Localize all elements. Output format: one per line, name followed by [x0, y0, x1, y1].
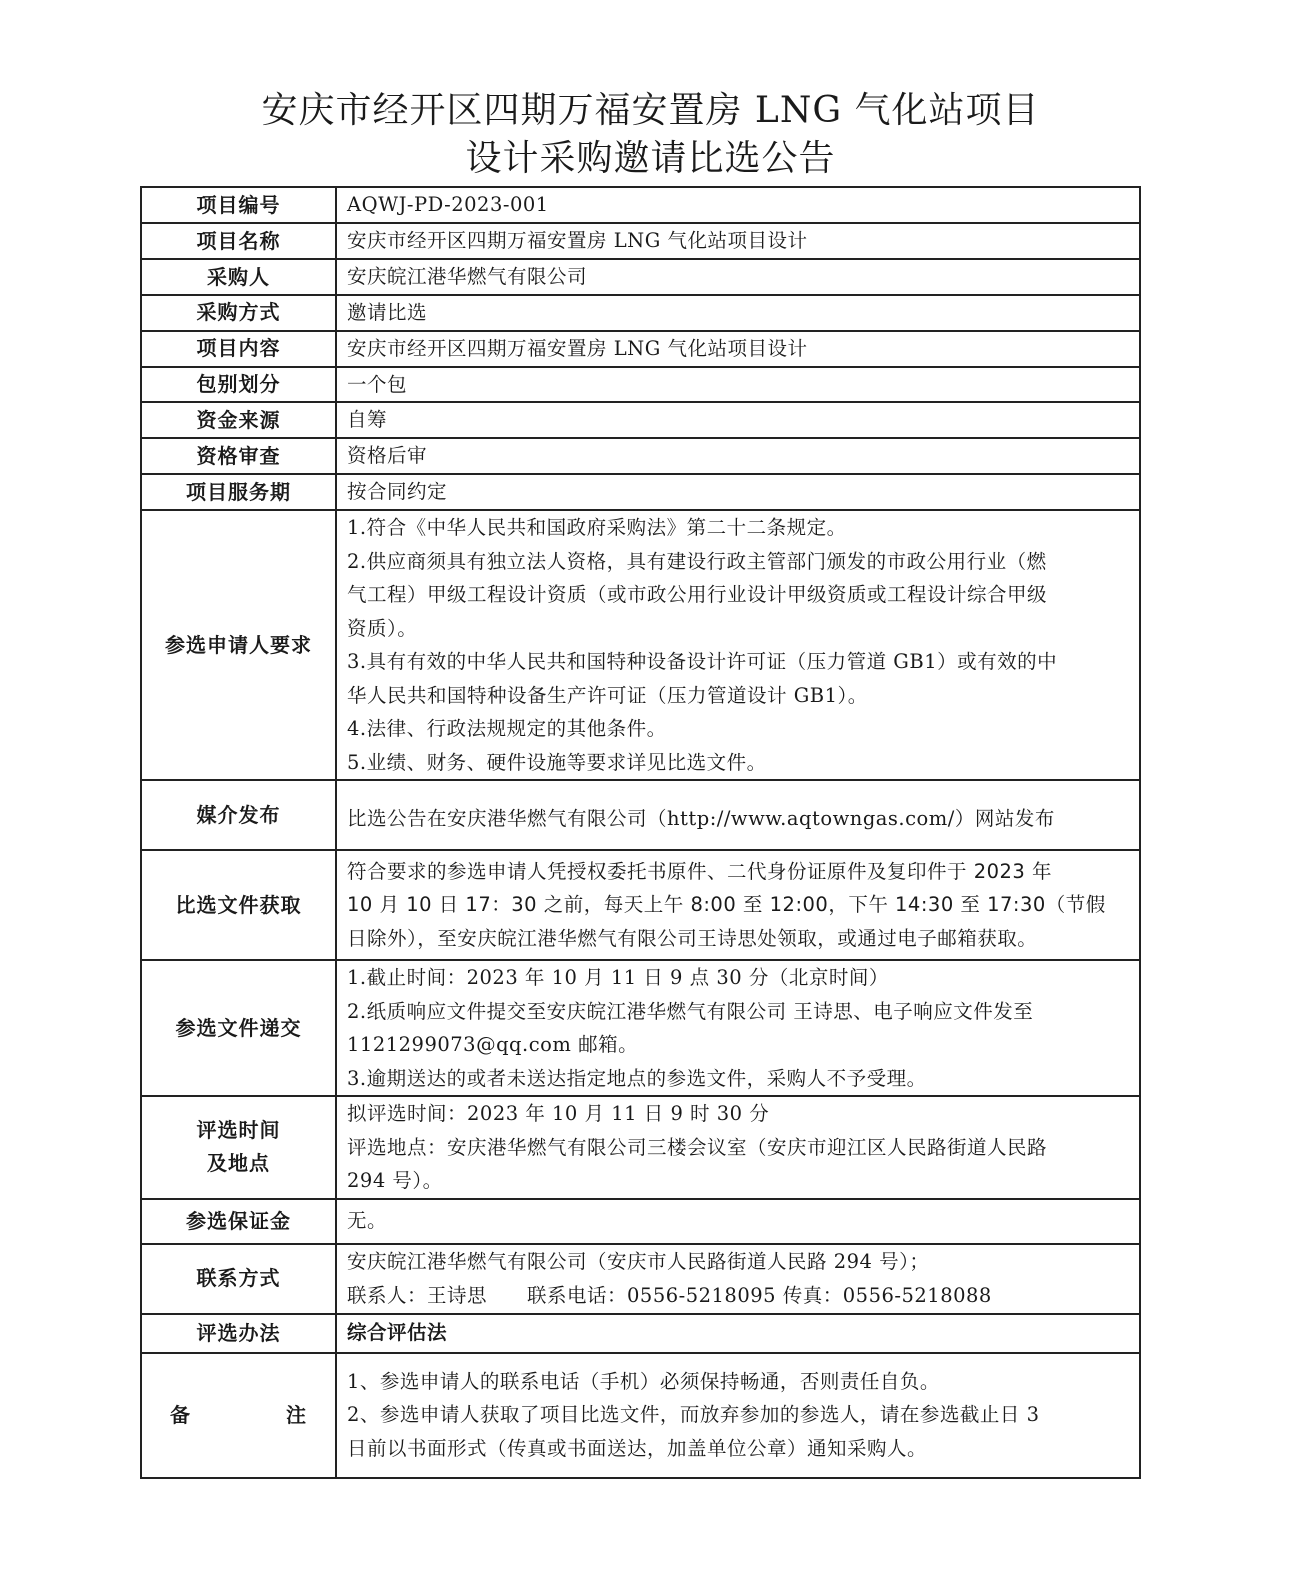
value-line: 资质）。	[347, 616, 418, 640]
row-label-line: 评选时间	[196, 1118, 281, 1143]
row-label-text: 参选申请人要求	[165, 632, 312, 657]
row-value	[336, 1353, 1140, 1478]
value-line: 3.具有有效的中华人民共和国特种设备设计许可证（压力管道 GB1）或有效的中	[347, 650, 1058, 673]
document-title-line-1: 安庆市经开区四期万福安置房 LNG 气化站项目	[261, 90, 1040, 131]
value-line: 2.供应商须具有独立法人资格，具有建设行政主管部门颁发的市政公用行业（燃	[347, 549, 1047, 573]
row-label	[141, 1199, 336, 1244]
value-line: 1121299073@qq.com 邮箱。	[347, 1033, 639, 1056]
table-row	[141, 1096, 1140, 1199]
row-label	[141, 510, 336, 780]
value-line: 1.符合《中华人民共和国政府采购法》第二十二条规定。	[347, 516, 847, 539]
value-line: 按合同约定	[347, 480, 448, 504]
row-value	[336, 331, 1140, 367]
value-line: 气工程）甲级工程设计资质（或市政公用行业设计甲级资质或工程设计综合甲级	[347, 583, 1048, 606]
table-row	[141, 331, 1140, 367]
value-line: 3.逾期送达的或者未送达指定地点的参选文件，采购人不予受理。	[347, 1066, 927, 1090]
table-row	[141, 438, 1140, 474]
row-label-text: 联系方式	[196, 1266, 281, 1290]
row-value	[336, 1244, 1140, 1314]
value-line: 安庆市经开区四期万福安置房 LNG 气化站项目设计	[347, 229, 808, 253]
row-value	[336, 259, 1140, 295]
table-row	[141, 259, 1140, 295]
table-row	[141, 850, 1140, 960]
value-line: 拟评选时间：2023 年 10 月 11 日 9 时 30 分	[347, 1102, 770, 1125]
row-label	[141, 367, 336, 403]
value-line: 安庆皖江港华燃气有限公司（安庆市人民路街道人民路 294 号）；	[347, 1250, 930, 1273]
row-label-text: 比选文件获取	[175, 892, 302, 917]
row-label	[141, 1096, 336, 1199]
row-label-text: 项目编号	[196, 192, 281, 217]
value-line: 比选公告在安庆港华燃气有限公司（http://www.aqtowngas.com/）网站发布	[347, 807, 1055, 831]
value-line: 一个包	[347, 372, 408, 396]
value-line: 华人民共和国特种设备生产许可证（压力管道设计 GB1）。	[347, 683, 868, 707]
table-row	[141, 223, 1140, 259]
table-row	[141, 295, 1140, 331]
value-line: 安庆市经开区四期万福安置房 LNG 气化站项目设计	[347, 336, 808, 360]
table-row	[141, 1199, 1140, 1244]
table-row	[141, 510, 1140, 780]
announcement-table	[140, 186, 1141, 1479]
value-line: 日除外），至安庆皖江港华燃气有限公司王诗思处领取，或通过电子邮箱获取。	[347, 926, 1038, 950]
row-value	[336, 402, 1140, 438]
value-line: 资格后审	[347, 444, 428, 468]
value-line: 1、参选申请人的联系电话（手机）必须保持畅通，否则责任自负。	[347, 1369, 940, 1393]
row-value	[336, 187, 1140, 223]
value-line: 评选地点：安庆港华燃气有限公司三楼会议室（安庆市迎江区人民路街道人民路	[347, 1135, 1048, 1159]
row-label	[141, 295, 336, 331]
table-row	[141, 187, 1140, 223]
row-label	[141, 1244, 336, 1314]
value-line: 4.法律、行政法规规定的其他条件。	[347, 717, 667, 740]
row-label	[141, 1314, 336, 1353]
row-label	[141, 960, 336, 1096]
row-label-text: 采购人	[207, 264, 270, 289]
row-value	[336, 780, 1140, 850]
row-label	[141, 438, 336, 474]
row-label	[141, 780, 336, 850]
value-line: 294 号）。	[347, 1169, 443, 1192]
row-label-text: 资格审查	[196, 443, 281, 468]
row-value	[336, 960, 1140, 1096]
table-row	[141, 1314, 1140, 1353]
value-line: 10 月 10 日 17：30 之前，每天上午 8:00 至 12:00，下午 14:30 至 17:30（节假	[347, 893, 1106, 917]
value-line: 5.业绩、财务、硬件设施等要求详见比选文件。	[347, 750, 767, 774]
value-line: 安庆皖江港华燃气有限公司	[347, 265, 588, 289]
row-label-text: 参选保证金	[186, 1208, 291, 1233]
row-value	[336, 1096, 1140, 1199]
row-value	[336, 367, 1140, 403]
row-label-text: 资金来源	[196, 407, 281, 432]
row-label	[141, 474, 336, 510]
row-value	[336, 1199, 1140, 1244]
row-label	[141, 259, 336, 295]
row-label-line: 及地点	[207, 1151, 270, 1176]
row-label-text: 采购方式	[196, 300, 281, 325]
table-row	[141, 960, 1140, 1096]
row-label-text: 评选办法	[196, 1320, 281, 1345]
row-label	[141, 187, 336, 223]
row-label	[141, 402, 336, 438]
row-value	[336, 474, 1140, 510]
table-row	[141, 1353, 1140, 1478]
row-label-text: 包别划分	[196, 371, 281, 396]
row-value	[336, 295, 1140, 331]
row-label	[141, 850, 336, 960]
row-label-line: 备	[170, 1402, 191, 1427]
row-value	[336, 438, 1140, 474]
row-label	[141, 1353, 336, 1478]
table-row	[141, 1244, 1140, 1314]
value-line: 邀请比选	[347, 301, 428, 324]
row-value	[336, 510, 1140, 780]
row-value	[336, 850, 1140, 960]
value-line: 联系人：王诗思 联系电话：0556-5218095 传真：0556-5218088	[347, 1283, 992, 1307]
value-line: 自筹	[347, 408, 388, 432]
value-line: 2、参选申请人获取了项目比选文件，而放弃参加的参选人，请在参选截止日 3	[347, 1403, 1040, 1427]
value-line: 1.截止时间：2023 年 10 月 11 日 9 点 30 分（北京时间）	[347, 966, 889, 989]
table-row	[141, 367, 1140, 403]
row-label	[141, 223, 336, 259]
row-label-text: 参选文件递交	[175, 1015, 302, 1040]
value-line: 日前以书面形式（传真或书面送达，加盖单位公章）通知采购人。	[347, 1436, 928, 1460]
value-line: AQWJ-PD-2023-001	[347, 193, 549, 217]
row-label-text: 项目名称	[196, 228, 281, 253]
table-row	[141, 402, 1140, 438]
row-label	[141, 331, 336, 367]
table-row	[141, 780, 1140, 850]
row-label-text: 项目内容	[196, 336, 281, 360]
value-line: 符合要求的参选申请人凭授权委托书原件、二代身份证原件及复印件于 2023 年	[347, 859, 1053, 883]
table-row	[141, 474, 1140, 510]
value-line: 2.纸质响应文件提交至安庆皖江港华燃气有限公司 王诗思、电子响应文件发至	[347, 999, 1034, 1023]
row-value	[336, 1314, 1140, 1353]
row-label-text: 媒介发布	[196, 802, 281, 827]
row-label-line: 注	[286, 1402, 307, 1427]
row-value	[336, 223, 1140, 259]
value-line: 无。	[347, 1209, 388, 1233]
value-line: 综合评估法	[347, 1321, 448, 1345]
document-title-line-2: 设计采购邀请比选公告	[465, 138, 836, 179]
row-label-text: 项目服务期	[186, 479, 291, 504]
